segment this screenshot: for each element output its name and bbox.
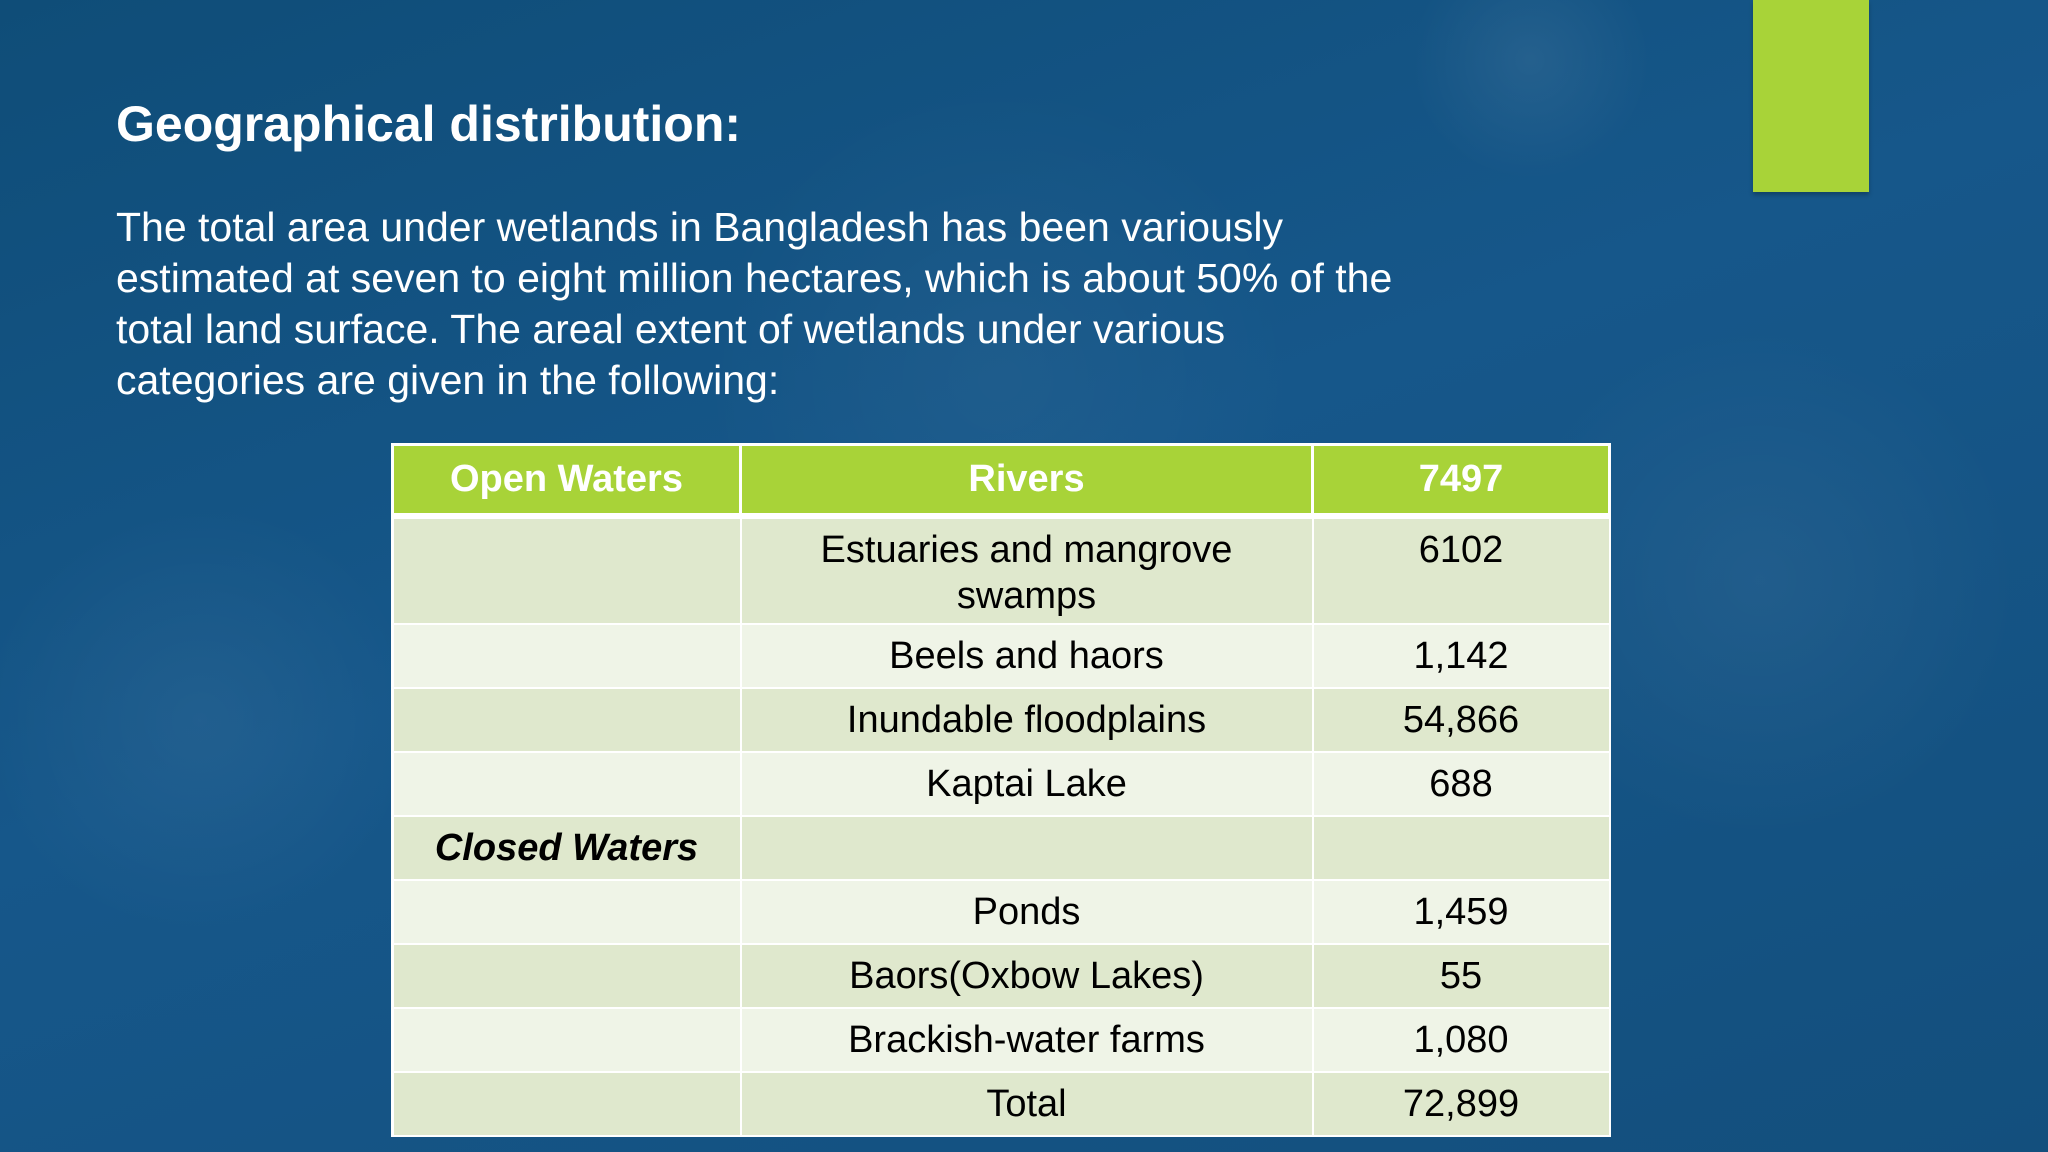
table-row [393, 816, 1610, 880]
category-cell [393, 516, 741, 624]
area-cell: 55 [1313, 944, 1610, 1008]
table-row [393, 1008, 1610, 1072]
category-cell [393, 880, 741, 944]
category-cell [393, 1008, 741, 1072]
category-cell [393, 688, 741, 752]
wetland-type-cell: Brackish-water farms [741, 1008, 1313, 1072]
table-row [393, 752, 1610, 816]
category-cell [393, 752, 741, 816]
wetlands-table [391, 443, 1611, 1137]
header-open-waters: Open Waters [393, 445, 741, 517]
category-cell [393, 944, 741, 1008]
table-row [393, 516, 1610, 624]
header-rivers: Rivers [741, 445, 1313, 517]
area-cell: 6102 [1313, 516, 1610, 624]
total-value-cell: 72,899 [1313, 1072, 1610, 1136]
table-row [393, 880, 1610, 944]
wetland-type-cell: Estuaries and mangrove swamps [741, 516, 1313, 624]
category-cell-closed-waters: Closed Waters [393, 816, 741, 880]
table-header-row [393, 445, 1610, 517]
category-cell [393, 1072, 741, 1136]
area-cell: 54,866 [1313, 688, 1610, 752]
total-label-cell: Total [741, 1072, 1313, 1136]
area-cell: 688 [1313, 752, 1610, 816]
wetland-type-cell: Inundable floodplains [741, 688, 1313, 752]
area-cell: 1,142 [1313, 624, 1610, 688]
wetland-type-cell: Kaptai Lake [741, 752, 1313, 816]
area-cell [1313, 816, 1610, 880]
wetland-type-cell [741, 816, 1313, 880]
wetland-type-cell: Ponds [741, 880, 1313, 944]
area-cell: 1,080 [1313, 1008, 1610, 1072]
table-row [393, 624, 1610, 688]
slide-title: Geographical distribution: [116, 96, 742, 152]
wetland-type-cell: Beels and haors [741, 624, 1313, 688]
accent-bar [1753, 0, 1869, 192]
table-row-total [393, 1072, 1610, 1136]
wetland-type-cell: Baors(Oxbow Lakes) [741, 944, 1313, 1008]
intro-paragraph: The total area under wetlands in Bangladesh has been variously estimated at seven to eight million hectares, which is about 50% of the total land surface. The areal extent of wetlands under various categories are given in the following: [116, 204, 1393, 403]
header-rivers-value: 7497 [1313, 445, 1610, 517]
table-row [393, 688, 1610, 752]
category-cell [393, 624, 741, 688]
table-row [393, 944, 1610, 1008]
area-cell: 1,459 [1313, 880, 1610, 944]
